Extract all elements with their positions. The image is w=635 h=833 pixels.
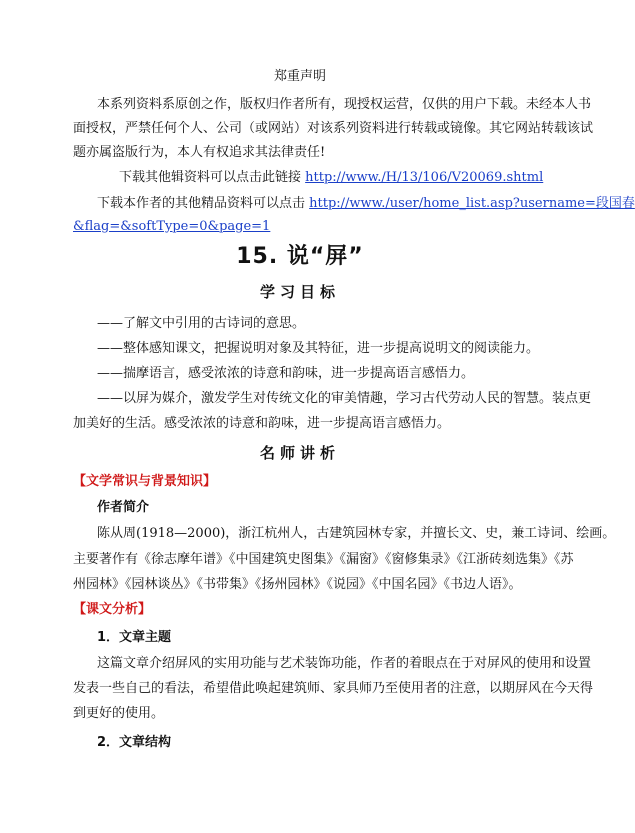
download-link-line-2-continued <box>73 218 270 236</box>
goal-item-2: ——整体感知课文，把握说明对象及其特征，进一步提高说明文的阅读能力。 <box>97 341 540 356</box>
goal-item-1: ——了解文中引用的古诗词的意思。 <box>97 316 306 331</box>
text-analysis-label: 【课文分析】 <box>73 602 152 617</box>
notice-paragraph-line-3: 题亦属盗版行为，本人有权追求其法律责任! <box>73 145 326 160</box>
goal-item-4-continued: 加美好的生活。感受浓浓的诗意和韵味，进一步提高语言感悟力。 <box>73 416 451 431</box>
structure-heading: 2．文章结构 <box>97 735 172 750</box>
download-link-1-label: 下载其他辑资料可以点击此链接 <box>119 170 306 185</box>
notice-paragraph-line-1: 本系列资料系原创之作，版权归作者所有，现授权运营，仅供的用户下载。未经本人书 <box>97 97 592 112</box>
download-link-2[interactable]: http://www./user/home_list.asp?username=段国春 <box>309 196 635 211</box>
author-line-1: 陈从周(1918—2000)，浙江杭州人，古建筑园林专家，并擅长文、史，兼工诗词、绘画。 <box>97 526 616 541</box>
background-knowledge-label: 【文学常识与背景知识】 <box>73 474 217 489</box>
download-link-1[interactable]: http://www./H/13/106/V20069.shtml <box>305 170 544 185</box>
learning-goals-heading: 学习目标 <box>259 283 340 301</box>
theme-line-1: 这篇文章介绍屏风的实用功能与艺术装饰功能，作者的着眼点在于对屏风的使用和设置 <box>97 656 592 671</box>
teacher-analysis-heading: 名师讲析 <box>259 444 340 462</box>
author-line-2: 主要著作有《徐志摩年谱》《中国建筑史图集》《漏窗》《窗修集录》《江浙砖刻选集》《苏 <box>73 552 574 567</box>
notice-title: 郑重声明 <box>273 69 326 84</box>
goal-item-4: ——以屏为媒介，激发学生对传统文化的审美情趣，学习古代劳动人民的智慧。装点更 <box>97 391 592 406</box>
download-link-2-continued[interactable]: &flag=&softType=0&page=1 <box>73 219 271 234</box>
notice-paragraph-line-2: 面授权，严禁任何个人、公司（或网站）对该系列资料进行转载或镜像。其它网站转载该试 <box>73 121 594 136</box>
download-link-2-label: 下载本作者的其他精品资料可以点击 <box>97 196 310 211</box>
theme-line-2: 发表一些自己的看法，希望借此唤起建筑师、家具师乃至使用者的注意，以期屏风在今天得 <box>73 681 594 696</box>
theme-line-3: 到更好的使用。 <box>73 706 165 721</box>
author-intro-heading: 作者简介 <box>97 500 150 515</box>
download-link-line-1 <box>119 169 543 187</box>
lesson-title: 15. 说“屏” <box>236 244 364 269</box>
author-line-3: 州园林》《园林谈丛》《书带集》《扬州园林》《说园》《中国名园》《书边人语》。 <box>73 577 522 592</box>
theme-heading: 1．文章主题 <box>97 630 172 645</box>
download-link-line-2 <box>97 195 635 213</box>
goal-item-3: ——揣摩语言，感受浓浓的诗意和韵味，进一步提高语言感悟力。 <box>97 366 475 381</box>
